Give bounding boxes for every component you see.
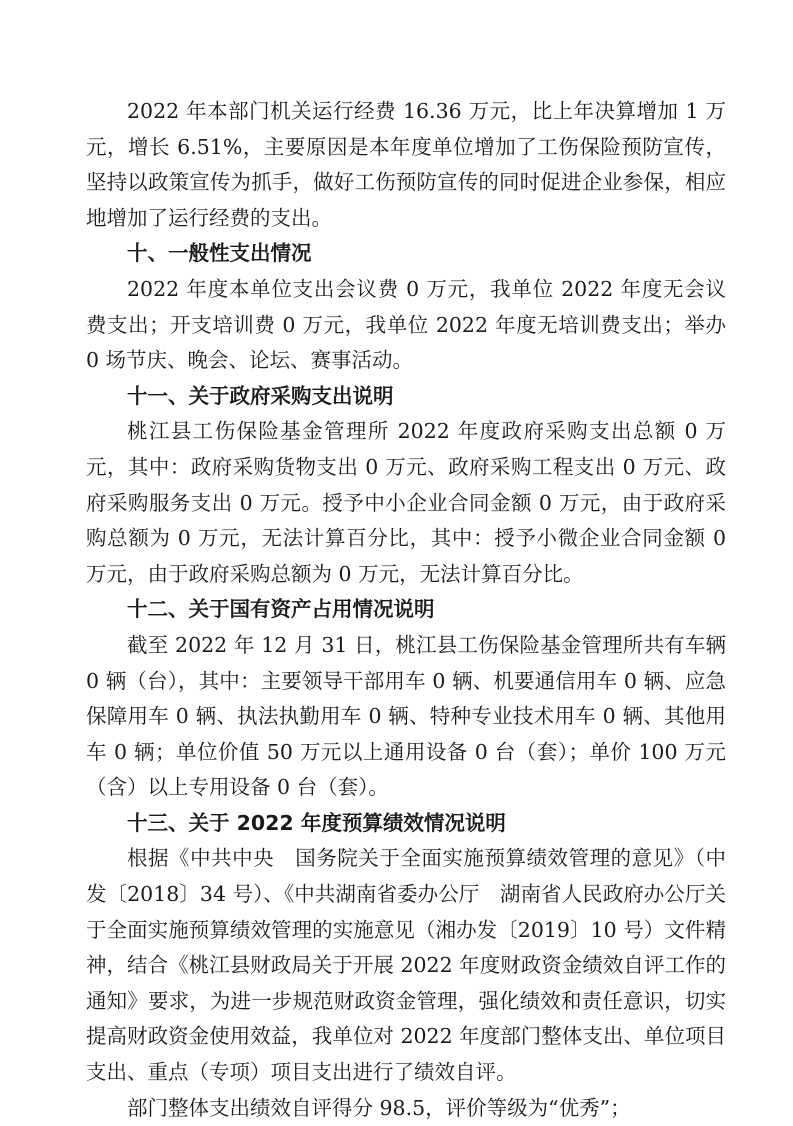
heading-budget-performance: 十三、关于 2022 年度预算绩效情况说明 bbox=[127, 810, 506, 835]
heading-general-expenditure: 十、一般性支出情况 bbox=[127, 241, 312, 266]
paragraph-state-assets: 截至 2022 年 12 月 31 日，桃江县工伤保险基金管理所共有车辆 0 辆（台），其中：主要领导干部用车 0 辆、机要通信用车 0 辆、应急保障用车 0 辆、执法执勤用车 0 辆、特种专业技术用车 0 辆、其他用车 0 辆；单位价值 50 万元以上通用设备 0 台（套）；单价 100 万元（含）以上专用设备 0 台（套）。 bbox=[86, 632, 726, 800]
paragraph-government-procurement: 桃江县工伤保险基金管理所 2022 年度政府采购支出总额 0 万元，其中：政府采购货物支出 0 万元、政府采购工程支出 0 万元、政府采购服务支出 0 万元。授予中小企业合同金额 0 万元，由于政府采购总额为 0 万元，无法计算百分比，其中：授予小微企业合同金额 0 万元，由于政府采购总额为 0 万元，无法计算百分比。 bbox=[86, 419, 726, 586]
document-page bbox=[86, 94, 726, 1126]
paragraph-budget-performance: 根据《中共中央 国务院关于全面实施预算绩效管理的意见》（中发〔2018〕34 号）、《中共湖南省委办公厅 湖南省人民政府办公厅关于全面实施预算绩效管理的实施意见（湘办发〔2019〕10 号）文件精神，结合《桃江县财政局关于开展 2022 年度财政资金绩效自评工作的通知》要求，为进一步规范财政资金管理，强化绩效和责任意识，切实提高财政资金使用效益，我单位对 2022 年度部门整体支出、单位项目支出、重点（专项）项目支出进行了绩效自评。 bbox=[86, 846, 726, 1085]
heading-government-procurement: 十一、关于政府采购支出说明 bbox=[127, 383, 394, 408]
heading-state-assets: 十二、关于国有资产占用情况说明 bbox=[127, 597, 435, 622]
paragraph-general-expenditure: 2022 年度本单位支出会议费 0 万元，我单位 2022 年度无会议费支出；开支培训费 0 万元，我单位 2022 年度无培训费支出；举办 0 场节庆、晚会、论坛、赛事活动。 bbox=[86, 276, 726, 373]
paragraph-operating-expenses: 2022 年本部门机关运行经费 16.36 万元，比上年决算增加 1 万元，增长 6.51%，主要原因是本年度单位增加了工伤保险预防宣传，坚持以政策宣传为抓手，做好工伤预防宣传的同时促进企业参保，相应地增加了运行经费的支出。 bbox=[86, 99, 726, 230]
paragraph-self-evaluation-score: 部门整体支出绩效自评得分 98.5，评价等级为“优秀”； bbox=[127, 1095, 631, 1120]
